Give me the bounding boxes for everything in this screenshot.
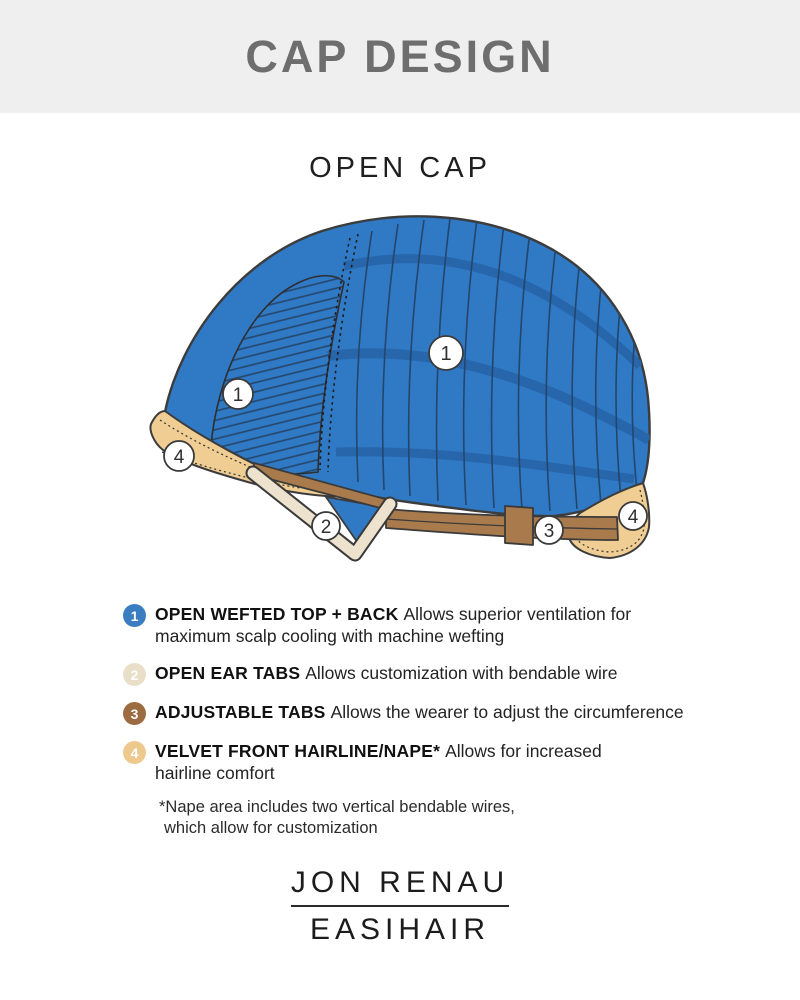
legend-bullet-1: 1 (123, 604, 146, 627)
legend-desc-1-line1: Allows superior ventilation for (403, 604, 632, 624)
legend-label-2: OPEN EAR TABS (155, 663, 301, 683)
footnote-line2: which allow for customization (164, 819, 378, 837)
callout-3: 3 (543, 521, 555, 542)
brand-logo (0, 866, 800, 947)
legend-item-4 (123, 741, 713, 784)
brand-name-top: JON RENAU (290, 866, 510, 899)
page-title: CAP DESIGN (245, 30, 555, 82)
legend-label-3: ADJUSTABLE TABS (155, 702, 326, 722)
legend-text-3 (155, 702, 684, 725)
legend (123, 604, 713, 839)
callout-4-front: 4 (173, 447, 185, 468)
strap-buckle (505, 506, 533, 545)
legend-text-2 (155, 663, 617, 686)
legend-bullet-4: 4 (123, 741, 146, 764)
callout-1-back: 1 (440, 343, 452, 365)
legend-desc-3-line1: Allows the wearer to adjust the circumference (330, 702, 684, 722)
footnote-line1: *Nape area includes two vertical bendable wires, (159, 798, 515, 816)
callout-4-nape: 4 (627, 507, 639, 528)
legend-item-2 (123, 663, 713, 686)
legend-text-4 (155, 741, 602, 784)
callout-2: 2 (320, 517, 332, 538)
callout-1-front: 1 (232, 385, 244, 406)
diagram-subtitle: OPEN CAP (309, 152, 491, 184)
legend-desc-2-line1: Allows customization with bendable wire (305, 663, 618, 683)
legend-bullet-3: 3 (123, 702, 146, 725)
legend-label-1: OPEN WEFTED TOP + BACK (155, 604, 399, 624)
legend-item-1 (123, 604, 713, 647)
legend-item-3 (123, 702, 713, 725)
legend-bullet-2: 2 (123, 663, 146, 686)
legend-desc-4-line1: Allows for increased (445, 741, 602, 761)
brand-divider (291, 905, 509, 907)
legend-label-4: VELVET FRONT HAIRLINE/NAPE* (155, 741, 441, 761)
brand-name-bottom: EASIHAIR (309, 913, 491, 946)
legend-footnote (159, 797, 713, 839)
legend-desc-4-line2: hairline comfort (155, 762, 275, 783)
legend-text-1 (155, 604, 631, 647)
legend-desc-1-line2: maximum scalp cooling with machine wefting (155, 625, 505, 646)
